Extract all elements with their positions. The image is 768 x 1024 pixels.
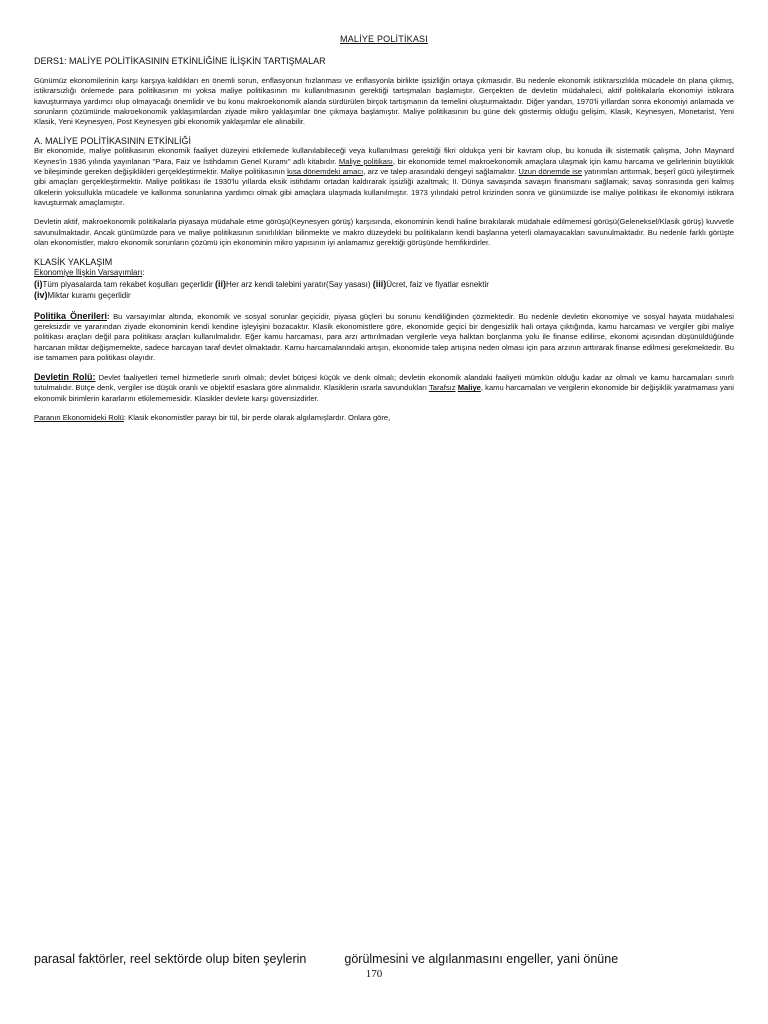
section-a-paragraph-2: Devletin aktif, makroekonomik politikalarla piyasaya müdahale etme görüşü(Keynesyen görüş) karşısında, ekonominin kendi haline bırakılarak müdahale edilmemesi görüşü(Geleneksel/Klasik görüş) kuvvetle savunulmaktadır. Ancak günümüzde para ve maliye politikasının sınırlılıkları bilinmekte ve makro düzeydeki bu politikaların kendi başlarına yeterli olamayacakları savunulmaktadır. Bu nedenle farklı görüşte olan ekonomistler, makro ekonomik sorunların çözümü için ekonominin mikro yapısının iyi anlamamız gerektiği görüşünde hemfikirdirler. (34, 217, 734, 247)
assumptions-list (34, 267, 734, 302)
text-span: , arz ve talep arasındaki dengeyi sağlamaktır. (363, 167, 519, 177)
underlined-term: Tarafsız (428, 383, 456, 393)
text-span: görülmesini ve algılanmasını engeller, yani önüne (344, 952, 619, 966)
underlined-term: Uzun dönemde ise (518, 167, 583, 177)
text-span: parasal faktörler, reel sektörde olup biten şeylerin (34, 952, 307, 966)
devlet-paragraph (34, 372, 734, 404)
text-span: , kamu harcamaları ve vergilerin ekonomide bir değişiklik yaratmaması yani ekonomik birimlerin kararlarını etkilememesidir. Klasikler devlete karşı güvensizdirler. (34, 383, 734, 403)
klasik-title: KLASİK YAKLAŞIM (34, 257, 113, 268)
politika-paragraph (34, 311, 734, 363)
list-label: (iv) (34, 290, 48, 301)
page-number: 170 (365, 968, 383, 980)
list-label: (ii) (215, 278, 227, 289)
list-item: Miktar kuramı geçerlidir (47, 291, 131, 301)
assumptions-subtitle: Ekonomiye İlişkin Varsayımları (34, 268, 143, 278)
text-span: Bir ekonomide, maliye politikasının ekonomik faaliyet düzeyini etkilemede kullanılabileceği veya kullanılması gerektiği fikri oldukça yeni bir kavram olup, bu konuda ilk sistematik çalışma, John Maynard Keynes'in 1936 yılında yayınlanan "Para, Faiz ve İstihdamın Genel Kuramı" adlı kitabıdır. (34, 146, 734, 166)
section-a-title: A. MALİYE POLİTİKASININ ETKİNLİĞİ (34, 136, 192, 147)
underlined-term: Maliye politikası (338, 156, 393, 166)
text-span: Bu varsayımlar altında, ekonomik ve sosyal sorunlar geçicidir, piyasa güçleri bu sorunu kendiliğinden çözmektedir. Bu nedenle devletin ekonomiye ve sosyal hayata müdahalesi gereksizdir ve yararından ziyade ekonominin kendi kendine işleyişini bozacaktır. Klasik ekonomistlere göre, ekonomide geçici bir dengesizlik hali ortaya çıktığında, kamu harcaması ve vergiler gibi maliye politikası araçları değil para politikası araçları kullanılmalıdır. Eğer kamu harcaması, para arzı arttırılmadan vergilerle veya halktan borçlanma yolu ile finanse edilirse, ekonomi açısından düşünüldüğünde harcanan miktar değişmemekte, sadece harcayan taraf devlet olmaktadır. Kamu harcamalarındaki artışın, ekonomide talep artışına neden olması için para arzının arttırarak finanse edilmesi gerekmektedir. Bu ise tamamen para politikası olayıdır. (34, 311, 734, 362)
text-span: Klasik ekonomistler parayı bir tül, bir perde olarak algılamışlardır. Onlara göre, (126, 413, 391, 423)
underlined-term: kısa dönemdeki amacı (287, 167, 364, 177)
text-span: : (142, 268, 145, 278)
list-label: (iii) (372, 278, 387, 289)
list-item: Her arz kendi talebini yaratır(Say yasası) (226, 279, 373, 289)
para-paragraph (34, 413, 734, 423)
text-span: Devlet faaliyetleri temel hizmetlerle sınırlı olmalı; devlet bütçesi küçük ve denk olmalı; devletin ekonomik alandaki faaliyeti mümkün olduğu kadar az olmalı ve kamu harcamaları sınırlı tutulmalıdır. Bütçe denk, vergiler ise düşük oranlı ve objektif esaslara göre alınmalıdır. Klasiklerin ısrarla savundukları (34, 373, 734, 393)
text-span: : (107, 311, 110, 321)
para-label: Paranın Ekonomideki Rolü (34, 413, 124, 423)
text-span: , bir ekonomide temel makroekonomik amaçlara ulaşmak için kamu harcama ve gelirlerinin büyüklük ve bileşiminde gereken değişiklikleri gerçekleştirmektir. Maliye politikasının (34, 156, 734, 177)
politika-label: Politika Önerileri (34, 310, 107, 321)
text-span: : (123, 413, 127, 423)
underlined-term: Maliye (457, 383, 481, 393)
lesson-heading: DERS1: MALİYE POLİTİKASININ ETKİNLİĞİNE İLİŞKİN TARTIŞMALAR (34, 56, 326, 66)
list-item: Tüm piyasalarda tam rekabet koşulları geçerlidir (42, 279, 216, 289)
section-a-paragraph-1 (34, 146, 734, 208)
list-label: (i) (34, 278, 43, 289)
bottom-text-line (34, 952, 734, 966)
text-span: yatırımları arttırmak, beşerî gücü iyileştirmek gibi amaçları gerçekleştirmektir. Maliye politikası ile 1930'lu yıllarda eksik istihdamı ortadan kaldırarak işsizliği azaltmak; II. Dünya savaşında savaşın finansmanı sağlamak; savaş sonrasında geri kalmış ülkelerin yoksullukla mücadele ve kalkınma sorunlarına yardımcı olmak gibi amaçlara ulaşmada kullanılmıştır. 1973 yılındaki petrol krizinden sonra ve günümüzde ise maliye politikası ile ekonomiyi istikrara kavuşturmak amaçlamıştır. (34, 167, 735, 207)
intro-paragraph: Günümüz ekonomilerinin karşı karşıya kaldıkları en önemli sorun, enflasyonun hızlanması ve enflasyonla birlikte işsizliğin ortaya çıkmasıdır. Bu nedenle ekonomik istikrarsızlıkla mücadele ön plana çıkmış, istikrarsızlığı önlemede para politikasının mı yoksa maliye politikasının mı kullanılmasının gerektiği tartışmaları başlamıştır. Gerçekten de devletin müdahaleci, aktif politikalarla ekonomiyi istikrara kavuşturmaya yardımcı olup olmayacağı önemlidir ve bu konu makroekonomik alanda sürdürülen birçok tartışmanın da temelini oluşturmaktadır. Diğer yandan, 1970'li yıllardan sonra ekonomiyi anlamada ve sorunların çözümünde makroekonomik yaklaşımlardan ziyade mikro yaklaşımlar öne çıkmaya başlamıştır. Maliye politikasının bu güne dek göstermiş olduğu gelişim, Klasik, Keynesyen, Monetarist, Yeni Klasik, Yeni Keynesyen, Post Keynesyen gibi ekonomik yaklaşımlar ele alınabilir. (34, 76, 734, 127)
devlet-label: Devletin Rolü: (34, 372, 96, 383)
document-page (34, 34, 734, 432)
page-title: MALİYE POLİTİKASI (340, 34, 428, 44)
list-item: Ücret, faiz ve fiyatlar esnektir (386, 279, 489, 289)
